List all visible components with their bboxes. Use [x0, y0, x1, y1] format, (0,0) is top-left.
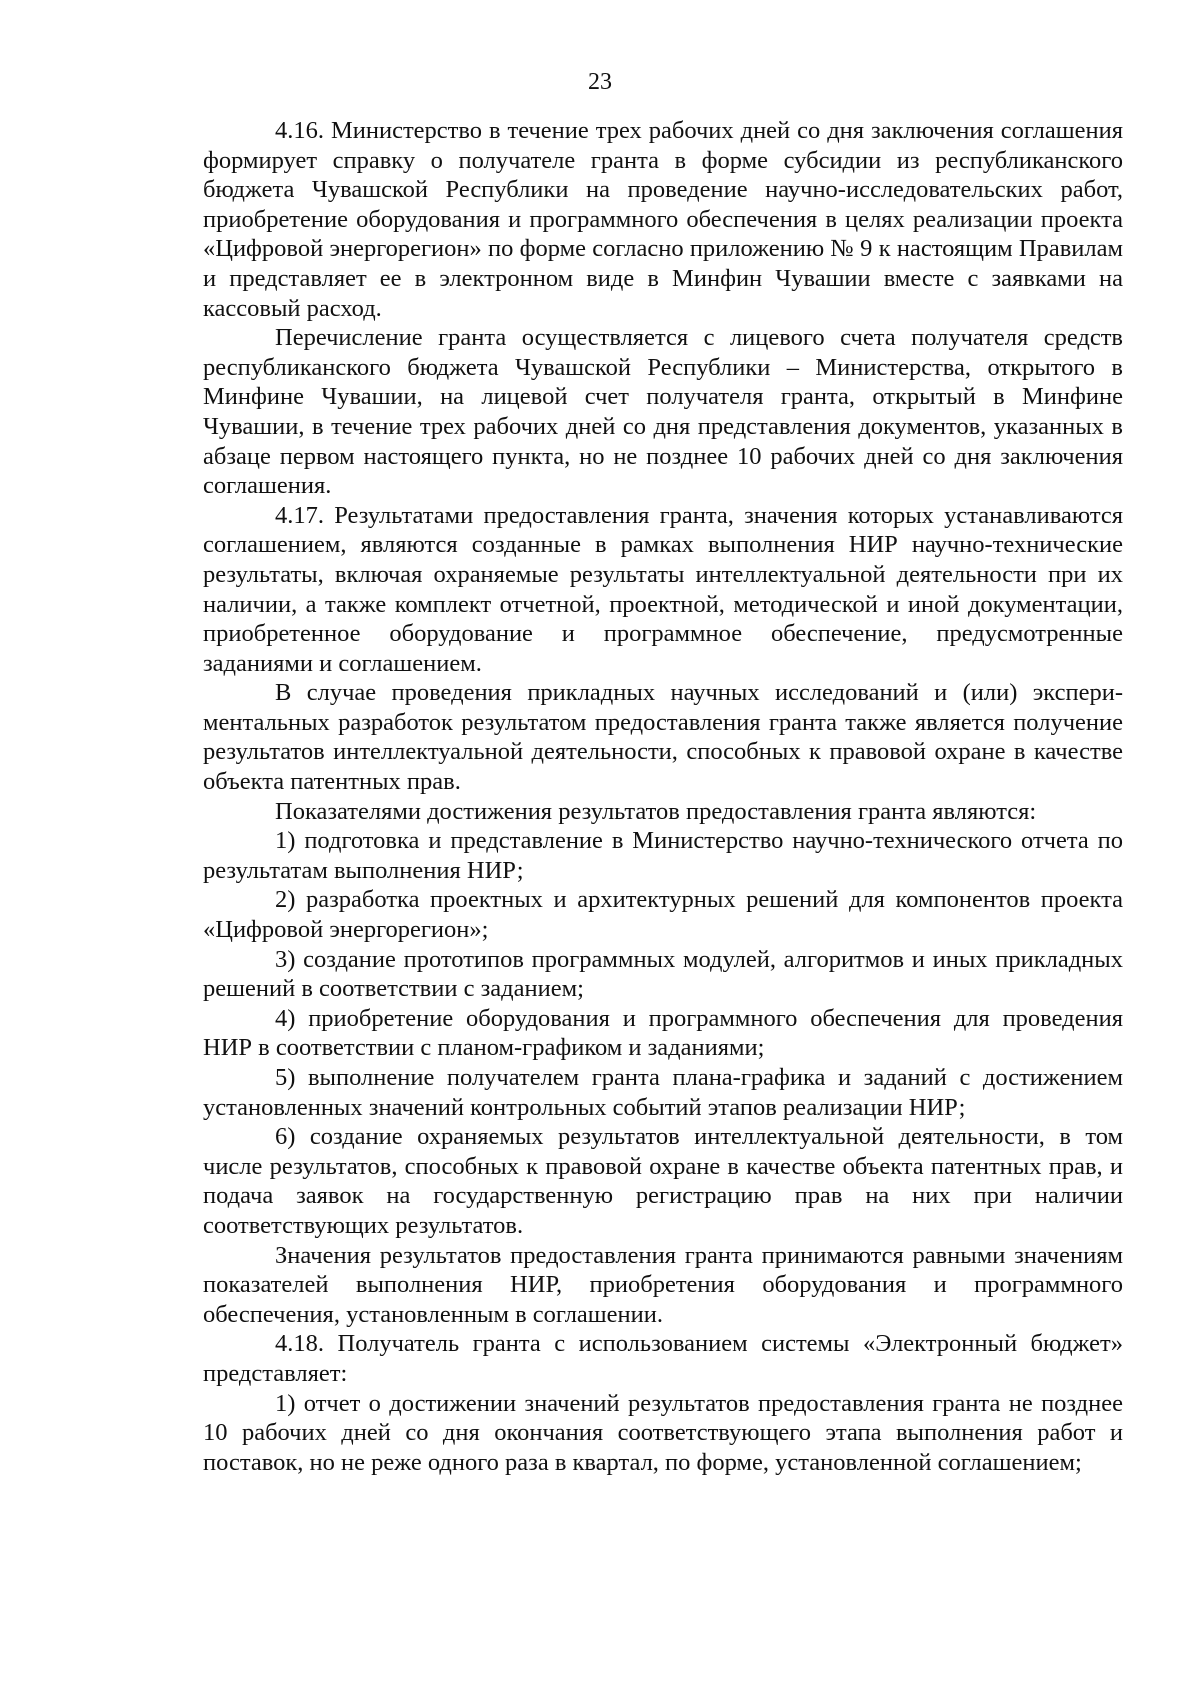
- document-body: [203, 116, 1123, 1477]
- list-item-2: 2) разработка проектных и архитектурных решений для компонентов проекта «Цифровой энергорегион»;: [203, 886, 1123, 944]
- list-item-1: 1) подготовка и представление в Министерство научно-технического отчета по результатам выполнения НИР;: [203, 827, 1123, 884]
- paragraph-4-17: 4.17. Результатами предоставления гранта, значения которых устанавливаются соглашением, являются созданные в рамках выполнения НИР научно-технические результаты, включая охраняемые результаты интеллектуальной деятельности при их наличии, а также комплект отчетной, проектной, методической и иной документации, приобретенное оборудование и программное обеспечение, предусмотренные заданиями и соглашением.: [203, 501, 1123, 677]
- list-item-3: 3) создание прототипов программных модулей, алгоритмов и иных прикладных решений в соответствии с заданием;: [203, 945, 1123, 1003]
- paragraph-4-16: 4.16. Министерство в течение трех рабочих дней со дня заключения соглашения формирует справку о получателе гранта в форме субсидии из республиканского бюджета Чувашской Республики на проведение научно-исследовательских работ, приобретение оборудования и программного обеспечения в целях реализации проекта «Цифровой энергорегион» по форме согласно приложению № 9 к настоящим Правилам и представляет ее в электронном виде в Минфин Чувашии вместе с заявками на кассовый расход.: [203, 117, 1123, 322]
- list-item-6: 6) создание охраняемых результатов интеллектуальной деятельности, в том числе результатов, способных к правовой охране в качестве объекта патентных прав, и подача заявок на государственную регистрацию прав на них при наличии соответствующих результатов.: [203, 1123, 1123, 1239]
- list-item-5: 5) выполнение получателем гранта плана-графика и заданий с достижением установленных значений контрольных событий этапов реализации НИР;: [203, 1064, 1123, 1121]
- paragraph-grant-transfer: Перечисление гранта осуществляется с лицевого счета получателя средств республиканского бюджета Чувашской Республики – Министерства, открытого в Минфине Чувашии, на лицевой счет получателя гранта, открытый в Минфине Чувашии, в течение трех рабочих дней со дня представления документов, указанных в абзаце первом настоящего пункта, но не позднее 10 рабочих дней со дня заключения соглашения.: [203, 324, 1123, 500]
- paragraph-4-18: 4.18. Получатель гранта с использованием системы «Электронный бюджет» представляет:: [203, 1330, 1123, 1387]
- paragraph-indicators-intro: Показателями достижения результатов предоставления гранта являются:: [275, 797, 1037, 825]
- paragraph-applied-research: В случае проведения прикладных научных исследований и (или) экспериментальных разработок результатом предоставления гранта также является получение результатов интеллектуальной деятельности, способных к правовой охране в качестве объекта патентных прав.: [203, 679, 1123, 796]
- paragraph-result-values: Значения результатов предоставления гранта принимаются равными значениям показателей выполнения НИР, приобретения оборудования и программного обеспечения, установленным в соглашении.: [203, 1241, 1123, 1328]
- page-number: 23: [588, 69, 612, 95]
- list-item-4: 4) приобретение оборудования и программного обеспечения для проведения НИР в соответствии с планом-графиком и заданиями;: [203, 1004, 1123, 1062]
- list-item-report: 1) отчет о достижении значений результатов предоставления гранта не позднее 10 рабочих дней со дня окончания соответствующего этапа выполнения работ и поставок, но не реже одного раза в квартал, по форме, установленной соглашением;: [203, 1389, 1123, 1476]
